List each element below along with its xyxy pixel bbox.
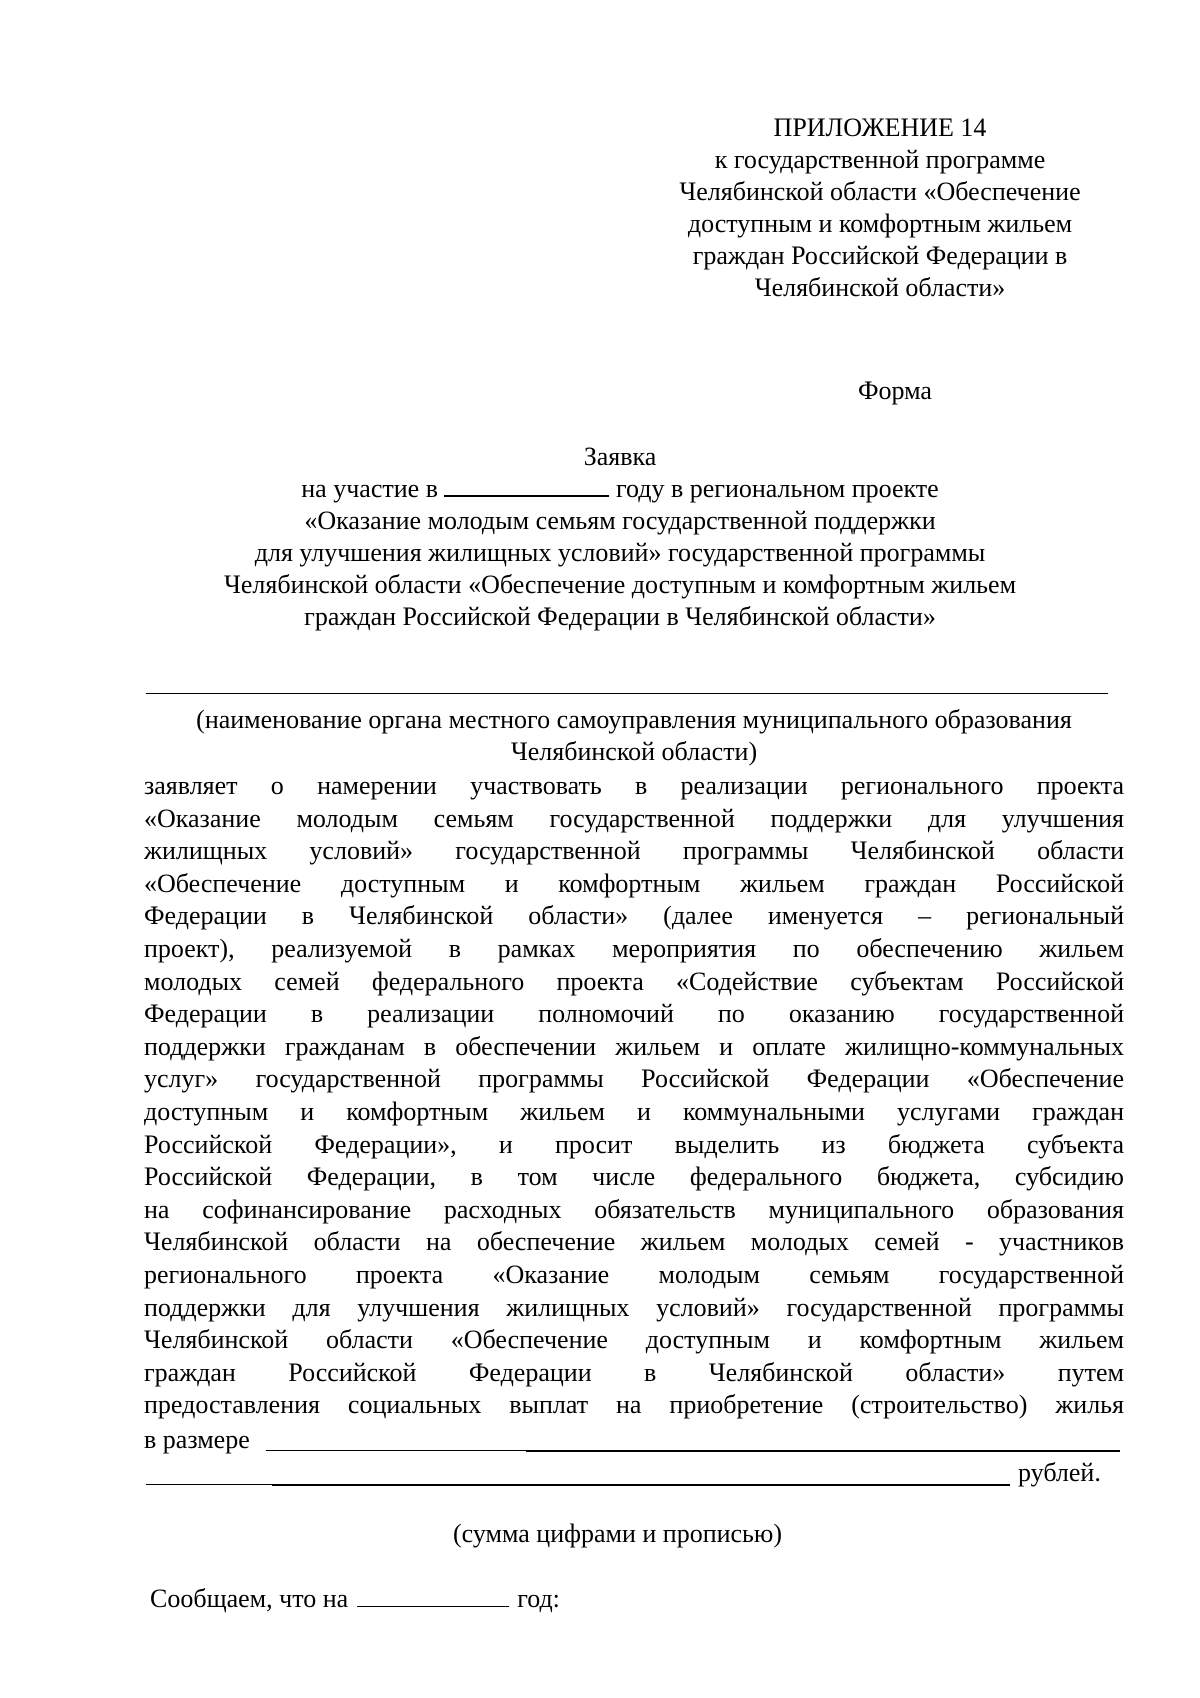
appendix-line: ПРИЛОЖЕНИЕ 14: [773, 113, 987, 142]
appendix-line: к государственной программе: [714, 145, 1046, 174]
title-line: «Оказание молодым семьям государственной поддержки: [304, 506, 936, 535]
amount-blank-short: [266, 1450, 526, 1451]
amount-blank-line2-long: [272, 1484, 1010, 1486]
body-line: на софинансирование расходных обязательств муниципального образования: [144, 1194, 1124, 1224]
body-line: заявляет о намерении участвовать в реализации регионального проекта: [144, 771, 1124, 800]
title-year-prefix: на участие в: [301, 474, 438, 503]
org-caption-line: Челябинской области): [510, 737, 758, 766]
year-blank-closing: [357, 1584, 509, 1607]
appendix-line: Челябинской области»: [754, 273, 1006, 302]
org-caption: [144, 704, 1124, 768]
body-line: Российской Федерации, в том числе федерального бюджета, субсидию: [144, 1162, 1124, 1192]
closing-suffix: год:: [517, 1584, 560, 1613]
amount-suffix: рублей.: [1018, 1458, 1101, 1487]
year-blank: [444, 473, 609, 497]
body-line: Федерации в реализации полномочий по оказанию государственной: [144, 999, 1124, 1029]
body-line: поддержки для улучшения жилищных условий» государственной программы: [144, 1292, 1124, 1322]
body-line: доступным и комфортным жильем и коммунальными услугами граждан: [144, 1096, 1124, 1126]
appendix-line: доступным и комфортным жильем: [687, 209, 1073, 238]
appendix-line: граждан Российской Федерации в: [692, 241, 1068, 270]
body-line: Челябинской области на обеспечение жильем молодых семей - участников: [144, 1227, 1124, 1257]
amount-blank-long: [526, 1450, 1120, 1452]
body-line: поддержки гражданам в обеспечении жильем и оплате жилищно-коммунальных: [144, 1031, 1124, 1061]
body-line: предоставления социальных выплат на приобретение (строительство) жилья: [144, 1390, 1124, 1420]
amount-caption: (сумма цифрами и прописью): [453, 1519, 782, 1548]
body-line: «Обеспечение доступным и комфортным жильем граждан Российской: [144, 868, 1124, 898]
appendix-line: Челябинской области «Обеспечение: [679, 177, 1081, 206]
closing-prefix: Сообщаем, что на: [150, 1584, 349, 1613]
body-line: регионального проекта «Оказание молодым семьям государственной: [144, 1259, 1124, 1289]
form-label: Форма: [858, 376, 932, 405]
amount-prefix: в размере: [144, 1425, 250, 1454]
application-title: [100, 441, 1140, 633]
body-line: услуг» государственной программы Российской Федерации «Обеспечение: [144, 1064, 1124, 1094]
body-paragraph: [144, 770, 1124, 1422]
body-line: молодых семей федерального проекта «Содействие субъектам Российской: [144, 966, 1124, 996]
body-line: Российской Федерации», и просит выделить из бюджета субъекта: [144, 1129, 1124, 1159]
closing-line: [150, 1583, 560, 1615]
body-line: жилищных условий» государственной программы Челябинской области: [144, 836, 1124, 866]
body-line: граждан Российской Федерации в Челябинской области» путем: [144, 1357, 1124, 1387]
title-line: граждан Российской Федерации в Челябинской области»: [304, 602, 936, 631]
title-year-suffix: году в региональном проекте: [615, 474, 939, 503]
body-line: Федерации в Челябинской области» (далее именуется – региональный: [144, 901, 1124, 931]
title-heading: Заявка: [583, 442, 657, 471]
org-caption-line: (наименование органа местного самоуправления муниципального образования: [196, 705, 1072, 734]
body-line: проект), реализуемой в рамках мероприятия по обеспечению жильем: [144, 933, 1124, 963]
title-year-line: [100, 473, 1140, 505]
body-line: Челябинской области «Обеспечение доступным и комфортным жильем: [144, 1325, 1124, 1355]
org-name-blank-line: [146, 693, 1108, 694]
amount-blank-line2-short: [146, 1484, 272, 1485]
body-line: «Оказание молодым семьям государственной поддержки для улучшения: [144, 803, 1124, 833]
title-line: Челябинской области «Обеспечение доступным и комфортным жильем: [223, 570, 1017, 599]
appendix-block: [640, 112, 1120, 304]
title-line: для улучшения жилищных условий» государственной программы: [254, 538, 986, 567]
